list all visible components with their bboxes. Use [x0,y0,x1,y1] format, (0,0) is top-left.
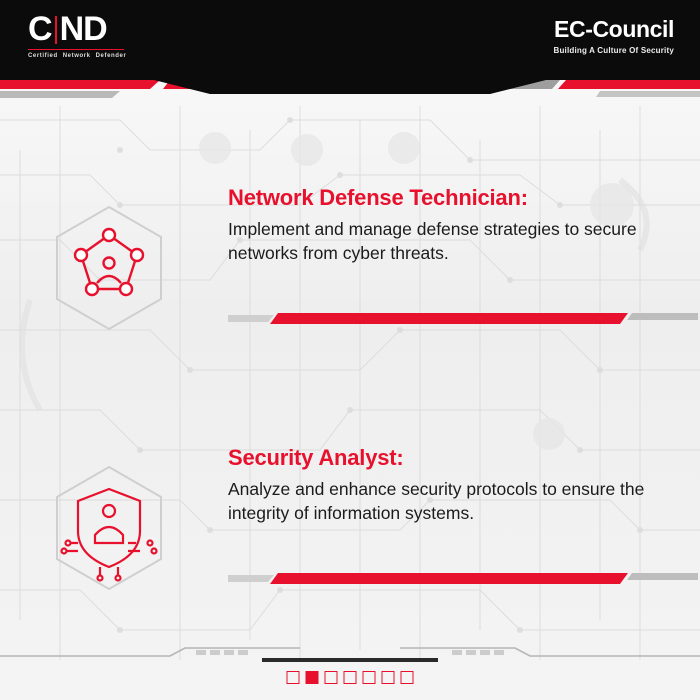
cnd-logo-divider [55,16,57,44]
footer-decorative-line [0,646,700,666]
shield-analyst-icon [48,463,170,593]
cnd-logo-letters-nd: ND [59,10,107,48]
cnd-sub-defender: Defender [95,53,127,59]
header-bar [0,0,700,80]
cnd-logo-wordmark [28,12,128,46]
ec-council-name: EC-Council [554,16,674,42]
pagination-dots[interactable] [287,671,414,684]
block-1-text [228,185,648,265]
ec-council-logo [553,18,674,55]
user-network-node-icon [48,203,170,333]
pagination-dot-2[interactable] [306,671,319,684]
cnd-sub-network: Network [62,53,91,59]
pagination-dot-3[interactable] [325,671,338,684]
block-1-body: Implement and manage defense strategies to secure networks from cyber threats. [228,219,637,264]
pagination-dot-6[interactable] [382,671,395,684]
pagination-dot-7[interactable] [401,671,414,684]
cnd-sub-certified: Certified [28,53,58,59]
block-2-title: Security Analyst: [228,445,404,470]
footer-bar [0,640,700,700]
block-1-title: Network Defense Technician: [228,185,528,210]
ec-council-tagline: Building A Culture Of Security [553,46,674,55]
block-2-underbar [228,573,698,589]
pagination-dot-4[interactable] [344,671,357,684]
pagination-dot-5[interactable] [363,671,376,684]
cnd-logo-letter-c: C [28,10,52,48]
cnd-logo [28,12,128,66]
block-2-text [228,445,648,525]
cnd-logo-subtitle [28,49,127,59]
pagination-dot-1[interactable] [287,671,300,684]
block-2-body: Analyze and enhance security protocols to ensure the integrity of information systems. [228,479,645,524]
block-1-underbar [228,313,698,329]
